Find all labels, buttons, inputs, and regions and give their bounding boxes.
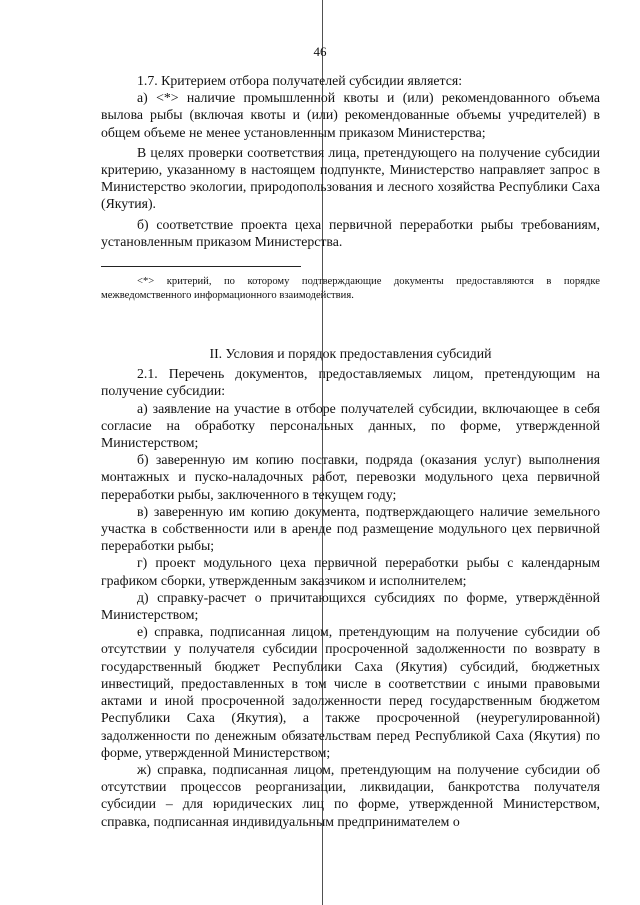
list-item-a: а) заявление на участие в отборе получателей субсидии, включающее в себя согласие на обработку персональных данных, по форме, утвержденной Министерством;: [101, 400, 600, 451]
list-item-e: е) справка, подписанная лицом, претендующим на получение субсидии об отсутствии у получателя субсидии просроченной задолженности по возврату в государственный бюджет Республики Саха (Якутия) субсидий, бюджетных инвестиций, предоставленных в том числе в соответствии с иными правовыми актами и иной просроченной задолженности перед государственным бюджетом Республики Саха (Якутия), а также просроченной (неурегулированной) задолженности по денежным обязательствам перед Республикой Саха (Якутия) по форме, утвержденной Министерством;: [101, 624, 600, 760]
paragraph-criterion-b: б) соответствие проекта цеха первичной переработки рыбы требованиям, установленным приказом Министерства.: [101, 216, 600, 249]
document-body: [101, 72, 600, 830]
list-item-v: в) заверенную им копию документа, подтверждающего наличие земельного участка в собственности или в аренде под размещение модульного цех первичной переработки рыбы;: [101, 503, 600, 554]
list-item-d: д) справку-расчет о причитающихся субсидиях по форме, утверждённой Министерством;: [101, 589, 600, 623]
section-title: II. Условия и порядок предоставления субсидий: [209, 346, 492, 362]
paragraph-criterion-heading: 1.7. Критерием отбора получателей субсидии является:: [137, 73, 463, 88]
page-number: 46: [313, 44, 327, 59]
paragraph-documents-list: 2.1. Перечень документов, предоставляемых лицом, претендующим на получение субсидии:: [101, 366, 600, 399]
footnote: <*> критерий, по которому подтверждающие документы предоставляются в порядке межведомственного информационного взаимодействия.: [101, 276, 600, 302]
list-item-g: г) проект модульного цеха первичной переработки рыбы с календарным графиком сборки, утвержденным заказчиком и исполнителем;: [101, 555, 600, 588]
list-item-zh: ж) справка, подписанная лицом, претендующим на получение субсидии об отсутствии процессов реорганизации, ликвидации, банкротства получателя субсидии – для юридических лиц по форме, утвержденной Министерством, справка, подписанная индивидуальным предпринимателем о: [101, 761, 600, 829]
paragraph-criterion-a: а) <*> наличие промышленной квоты и (или) рекомендованного объема вылова рыбы (включая квоты и (или) рекомендованные объемы учредителей) в общем объеме не менее установленным приказом Министерства;: [101, 90, 600, 140]
list-item-b: б) заверенную им копию поставки, подряда (оказания услуг) выполнения монтажных и пуско-наладочных работ, перевозки модульного цеха первичной переработки рыбы, заключенного в текущем году;: [101, 452, 600, 502]
paragraph-verification: В целях проверки соответствия лица, претендующего на получение субсидии критерию, указанному в настоящем подпункте, Министерство направляет запрос в Министерство экологии, природопользования и лесного хозяйства Республики Саха (Якутия).: [101, 144, 600, 212]
footnote-divider: [101, 266, 301, 267]
